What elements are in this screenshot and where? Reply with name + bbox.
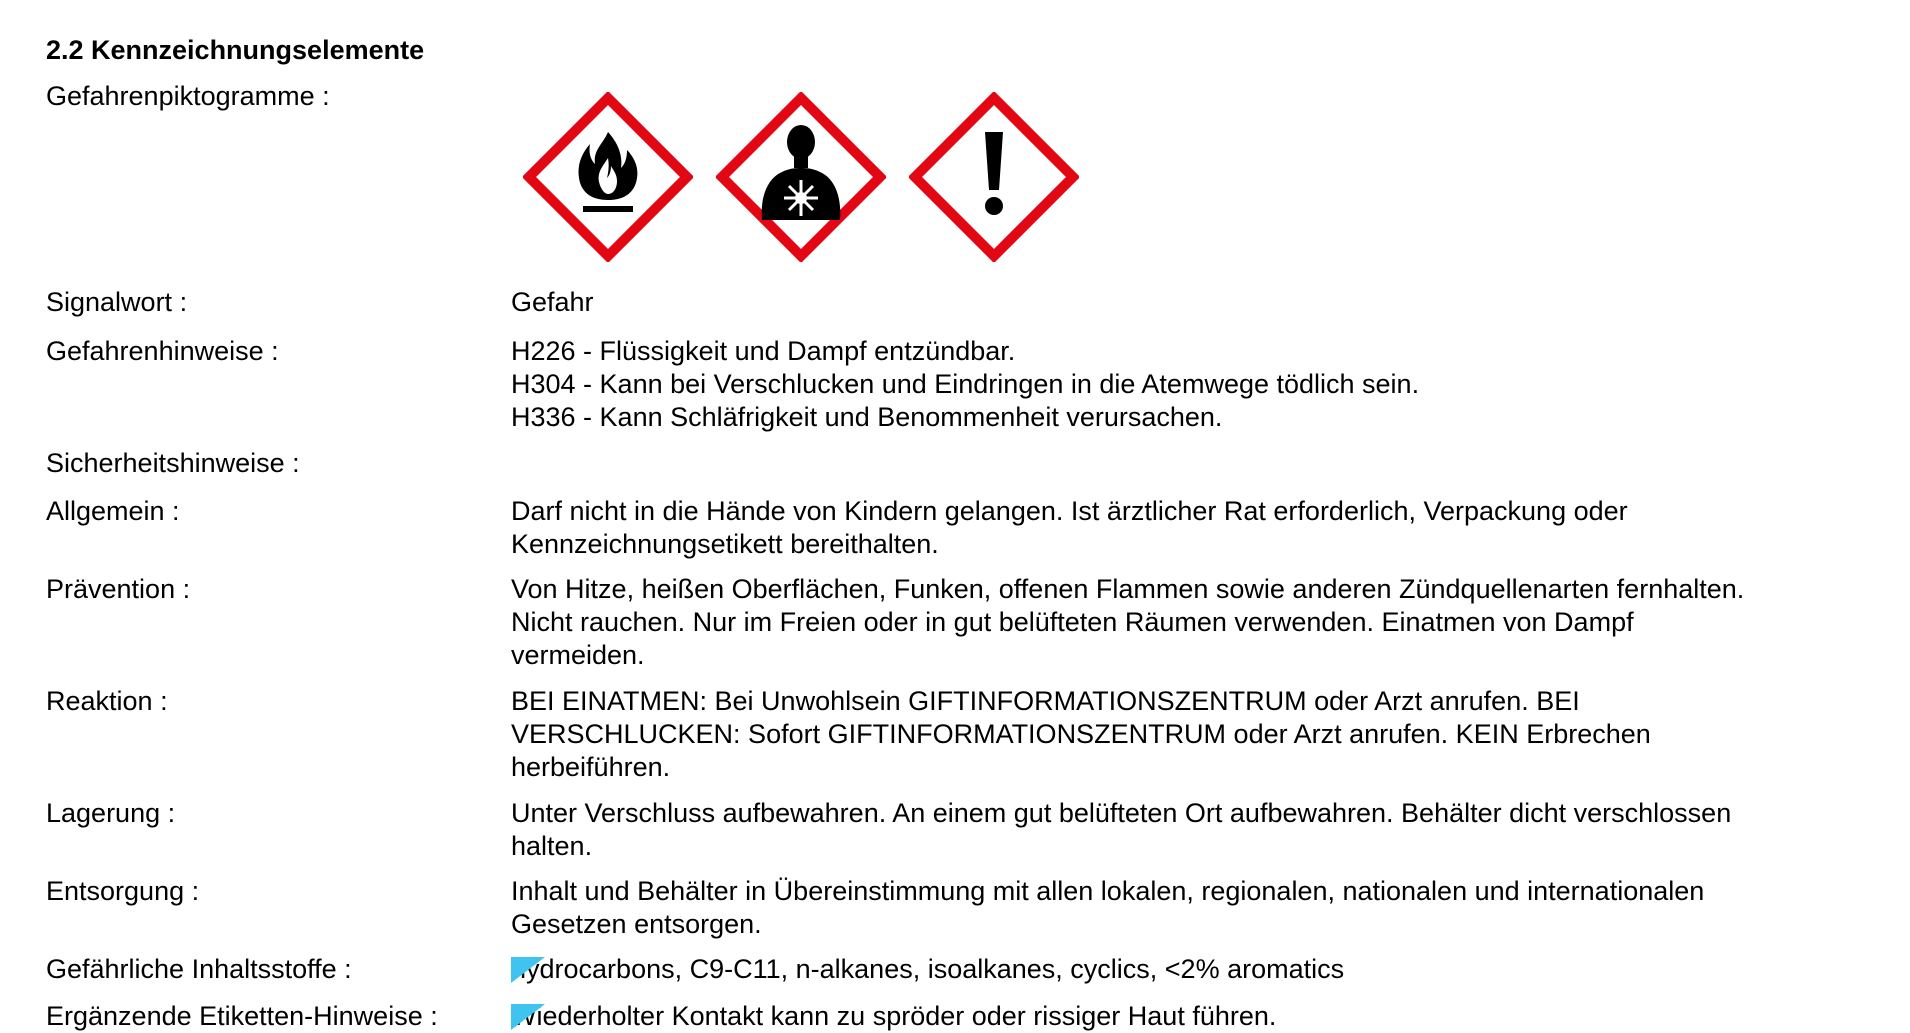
hazard-statements-list: [511, 335, 1891, 434]
text-line: halten.: [511, 831, 593, 861]
supplemental-text: Wiederholter Kontakt kann zu spröder oder rissiger Haut führen.: [511, 1001, 1277, 1031]
signal-word-value: Gefahr: [511, 287, 594, 317]
signal-word-label: Signalwort :: [46, 287, 188, 317]
disposal-label: Entsorgung :: [46, 876, 200, 906]
hazard-statement: H226 - Flüssigkeit und Dampf entzündbar.: [511, 336, 1016, 366]
prevention-label: Prävention :: [46, 574, 191, 604]
exclamation-mark-icon: [909, 92, 1079, 262]
general-label: Allgemein :: [46, 496, 180, 526]
response-label: Reaktion :: [46, 686, 168, 716]
text-line: Nicht rauchen. Nur im Freien oder in gut belüfteten Räumen verwenden. Einatmen von Dampf: [511, 607, 1634, 637]
storage-label: Lagerung :: [46, 798, 176, 828]
disposal-text: [511, 875, 1891, 941]
text-line: Inhalt und Behälter in Übereinstimmung mit allen lokalen, regionalen, nationalen und internationalen: [511, 876, 1705, 906]
storage-text: [511, 797, 1891, 863]
hazard-statement: H304 - Kann bei Verschlucken und Eindringen in die Atemwege tödlich sein.: [511, 369, 1420, 399]
text-line: Gesetzen entsorgen.: [511, 909, 762, 939]
text-line: BEI EINATMEN: Bei Unwohlsein GIFTINFORMATIONSZENTRUM oder Arzt anrufen. BEI: [511, 686, 1580, 716]
text-line: Darf nicht in die Hände von Kindern gelangen. Ist ärztlicher Rat erforderlich, Verpackung oder: [511, 496, 1628, 526]
pictograms-label: Gefahrenpiktogramme :: [46, 81, 330, 111]
text-line: vermeiden.: [511, 640, 645, 670]
comment-marker-icon[interactable]: [511, 1004, 545, 1030]
response-text: [511, 685, 1891, 784]
text-line: VERSCHLUCKEN: Sofort GIFTINFORMATIONSZENTRUM oder Arzt anrufen. KEIN Erbrechen: [511, 719, 1651, 749]
supplemental-value: [511, 1001, 1276, 1031]
precautionary-label: Sicherheitshinweise :: [46, 448, 300, 478]
hazardous-ingredients-label: Gefährliche Inhaltsstoffe :: [46, 954, 352, 984]
health-hazard-icon: [716, 92, 886, 262]
general-text: [511, 495, 1891, 561]
text-line: Von Hitze, heißen Oberflächen, Funken, offenen Flammen sowie anderen Zündquellenarten fernhalten.: [511, 574, 1745, 604]
supplemental-label: Ergänzende Etiketten-Hinweise :: [46, 1001, 438, 1031]
text-line: Kennzeichnungsetikett bereithalten.: [511, 529, 939, 559]
flame-icon: [523, 92, 693, 262]
hazard-statement: H336 - Kann Schläfrigkeit und Benommenheit verursachen.: [511, 402, 1223, 432]
comment-marker-icon[interactable]: [511, 957, 545, 983]
hazardous-ingredients-text: hydrocarbons, C9-C11, n-alkanes, isoalkanes, cyclics, <2% aromatics: [511, 954, 1345, 984]
prevention-text: [511, 573, 1891, 672]
hazardous-ingredients-value-wrap: [511, 953, 1891, 986]
supplemental-value-wrap: [511, 1000, 1891, 1033]
hazard-statements-label: Gefahrenhinweise :: [46, 336, 279, 366]
text-line: Unter Verschluss aufbewahren. An einem gut belüfteten Ort aufbewahren. Behälter dicht verschlossen: [511, 798, 1732, 828]
text-line: herbeiführen.: [511, 752, 671, 782]
hazardous-ingredients-value: [511, 954, 1344, 984]
section-title: 2.2 Kennzeichnungselemente: [46, 35, 425, 65]
